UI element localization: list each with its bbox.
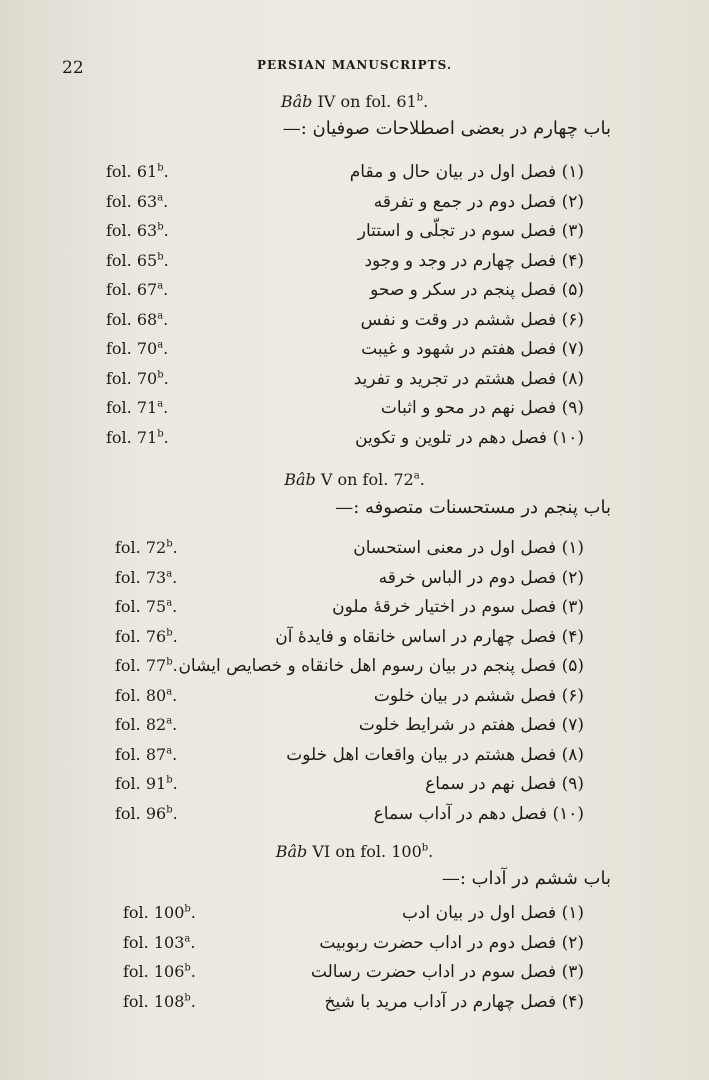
fasl-row (0, 992, 709, 1020)
fasl-row (0, 369, 709, 397)
folio-number: 72 (145, 538, 167, 557)
fasl-title: (۹) فصل نهم در سماع (425, 774, 584, 794)
fasl-title: (۸) فصل هشتم در بیان واقعات اهل خلوت (286, 744, 584, 765)
folio-side: a (166, 715, 173, 727)
folio-side: b (166, 538, 173, 550)
folio-side: b (157, 369, 164, 381)
bab-number: IV (317, 92, 336, 111)
folio-side: b (184, 992, 191, 1004)
bab-folio-side: b (421, 842, 429, 854)
fasl-title: (۶) فصل ششم در وقت و نفس (360, 309, 584, 330)
folio-side: a (157, 310, 164, 322)
fasl-row (0, 251, 709, 279)
bab-on-fol: on fol. (340, 92, 392, 111)
bab-folio: 61 (396, 92, 417, 111)
bab-title: باب چهارم در بعضی اصطلاحات صوفیان :— (282, 118, 611, 139)
folio-number: 65 (136, 250, 158, 270)
fasl-title: (۶) فصل ششم در بیان خلوت (373, 685, 584, 706)
folio-reference: fol. 71$^b$. (106, 427, 169, 447)
bab-on-fol: on fol. (337, 470, 389, 489)
folio-side: a (166, 686, 173, 698)
folio-reference: fol. 103$^a$. (123, 932, 196, 952)
fasl-row (0, 428, 709, 456)
fasl-title: (۳) فصل سوم در تجلّی و استتار (357, 221, 584, 241)
folio-side: b (184, 962, 191, 974)
folio-reference: fol. 76$^b$. (115, 626, 178, 646)
bab-title: باب پنجم در مستحسنات متصوفه :— (335, 497, 611, 518)
folio-number: 70 (136, 339, 158, 358)
folio-reference: fol. 63$^b$. (106, 221, 169, 240)
folio-side: a (166, 597, 173, 609)
fasl-row (0, 398, 709, 426)
folio-number: 75 (145, 597, 167, 616)
folio-number: 91 (145, 774, 167, 793)
bab-label: Bâb (275, 842, 308, 861)
folio-reference: fol. 61$^b$. (106, 162, 169, 181)
folio-number: 70 (136, 368, 158, 388)
folio-number: 71 (136, 398, 158, 417)
fasl-row (0, 774, 709, 802)
bab-on-fol: on fol. (335, 842, 387, 861)
folio-number: 96 (145, 803, 167, 823)
fasl-title: (۴) فصل چهارم در اساس خانقاه و فایدهٔ آن (275, 626, 584, 647)
folio-number: 103 (153, 932, 185, 952)
fasl-row (0, 538, 709, 566)
fasl-row (0, 280, 709, 308)
folio-side: a (166, 745, 173, 757)
folio-reference: fol. 108$^b$. (123, 991, 196, 1011)
folio-reference: fol. 82$^a$. (115, 715, 178, 734)
bab-label: Bâb (280, 92, 313, 111)
bab-title: باب ششم در آداب :— (441, 868, 611, 889)
fasl-title: (۴) فصل چهارم در آداب مرید با شیخ (324, 991, 584, 1012)
folio-side: b (166, 804, 173, 816)
folio-reference: fol. 80$^a$. (115, 685, 178, 705)
folio-side: b (157, 428, 164, 440)
fasl-row (0, 310, 709, 338)
folio-number: 108 (153, 991, 185, 1011)
folio-side: b (157, 251, 164, 263)
folio-number: 63 (136, 191, 158, 211)
folio-reference: fol. 63$^a$. (106, 191, 169, 211)
folio-reference: fol. 70$^a$. (106, 339, 169, 358)
fasl-title: (۵) فصل پنجم در بیان رسوم اهل خانقاه و خصایص ایشان (178, 656, 584, 676)
fasl-row (0, 715, 709, 743)
bab-heading (0, 92, 709, 111)
folio-number: 82 (145, 715, 167, 734)
folio-number: 63 (136, 221, 158, 240)
fasl-row (0, 745, 709, 773)
fasl-row (0, 339, 709, 367)
fasl-title: (۳) فصل سوم در اختیار خرقهٔ ملون (332, 597, 584, 617)
bab-period: . (428, 842, 434, 861)
fasl-title: (۱۰) فصل دهم در آداب سماع (373, 803, 584, 824)
fasl-title: (۱) فصل اول در معنی استحسان (353, 538, 584, 558)
folio-reference: fol. 100$^b$. (123, 903, 196, 922)
folio-reference: fol. 106$^b$. (123, 962, 196, 981)
folio-number: 61 (136, 162, 158, 181)
fasl-row (0, 686, 709, 714)
fasl-row (0, 627, 709, 655)
folio-side: b (166, 656, 173, 668)
folio-reference: fol. 70$^b$. (106, 368, 169, 388)
fasl-title: (۹) فصل نهم در محو و اثبات (380, 398, 584, 418)
folio-number: 73 (145, 567, 167, 587)
folio-reference: fol. 65$^b$. (106, 250, 169, 270)
fasl-row (0, 162, 709, 190)
folio-side: a (157, 398, 164, 410)
fasl-title: (۴) فصل چهارم در وجد و وجود (364, 250, 584, 271)
fasl-title: (۱۰) فصل دهم در تلوین و تکوین (355, 427, 584, 448)
folio-reference: fol. 87$^a$. (115, 744, 178, 764)
bab-folio-side: a (413, 470, 420, 482)
fasl-title: (۳) فصل سوم در اداب حضرت رسالت (310, 962, 584, 982)
fasl-row (0, 933, 709, 961)
page-number: 22 (62, 58, 84, 78)
folio-reference: fol. 67$^a$. (106, 280, 169, 299)
folio-number: 68 (136, 309, 158, 329)
folio-reference: fol. 75$^a$. (115, 597, 178, 616)
bab-period: . (419, 470, 425, 489)
fasl-title: (۷) فصل هفتم در شهود و غیبت (361, 339, 584, 359)
bab-heading (0, 470, 709, 489)
folio-side: b (157, 221, 164, 233)
running-title: PERSIAN MANUSCRIPTS. (256, 58, 453, 72)
folio-side: b (166, 627, 173, 639)
fasl-row (0, 597, 709, 625)
folio-number: 87 (145, 744, 167, 764)
fasl-title: (۵) فصل پنجم در سکر و صحو (370, 280, 584, 300)
fasl-title: (۲) فصل دوم در جمع و تفرقه (373, 191, 584, 212)
bab-folio: 100 (391, 842, 422, 861)
folio-reference: fol. 77$^b$. (115, 656, 178, 675)
folio-number: 76 (145, 626, 167, 646)
folio-reference: fol. 73$^a$. (115, 567, 178, 587)
fasl-row (0, 192, 709, 220)
fasl-row (0, 962, 709, 990)
fasl-title: (۲) فصل دوم در الباس خرقه (378, 567, 584, 588)
fasl-row (0, 656, 709, 684)
folio-side: a (157, 280, 164, 292)
bab-heading (0, 842, 709, 861)
folio-number: 77 (145, 656, 167, 675)
fasl-title: (۱) فصل اول در بیان حال و مقام (349, 162, 584, 182)
folio-number: 100 (153, 903, 185, 922)
fasl-title: (۷) فصل هفتم در شرایط خلوت (358, 715, 584, 735)
folio-number: 71 (136, 427, 158, 447)
fasl-title: (۱) فصل اول در بیان ادب (401, 903, 584, 923)
folio-reference: fol. 68$^a$. (106, 309, 169, 329)
bab-period: . (423, 92, 429, 111)
folio-reference: fol. 71$^a$. (106, 398, 169, 417)
folio-side: a (157, 339, 164, 351)
fasl-row (0, 568, 709, 596)
folio-side: a (184, 933, 191, 945)
folio-number: 80 (145, 685, 167, 705)
fasl-row (0, 221, 709, 249)
bab-folio: 72 (393, 470, 414, 489)
bab-number: V (320, 470, 333, 489)
folio-side: a (166, 568, 173, 580)
bab-number: VI (312, 842, 331, 861)
fasl-row (0, 804, 709, 832)
folio-number: 106 (153, 962, 185, 981)
folio-reference: fol. 91$^b$. (115, 774, 178, 793)
fasl-title: (۸) فصل هشتم در تجرید و تفرید (353, 368, 584, 389)
folio-reference: fol. 72$^b$. (115, 538, 178, 557)
folio-side: a (157, 192, 164, 204)
bab-folio-side: b (416, 92, 424, 104)
folio-reference: fol. 96$^b$. (115, 803, 178, 823)
bab-label: Bâb (284, 470, 316, 489)
folio-side: b (157, 162, 164, 174)
folio-side: b (166, 774, 173, 786)
folio-number: 67 (136, 280, 158, 299)
folio-side: b (184, 903, 191, 915)
fasl-row (0, 903, 709, 931)
fasl-title: (۲) فصل دوم در اداب حضرت ربوبیت (319, 932, 584, 953)
